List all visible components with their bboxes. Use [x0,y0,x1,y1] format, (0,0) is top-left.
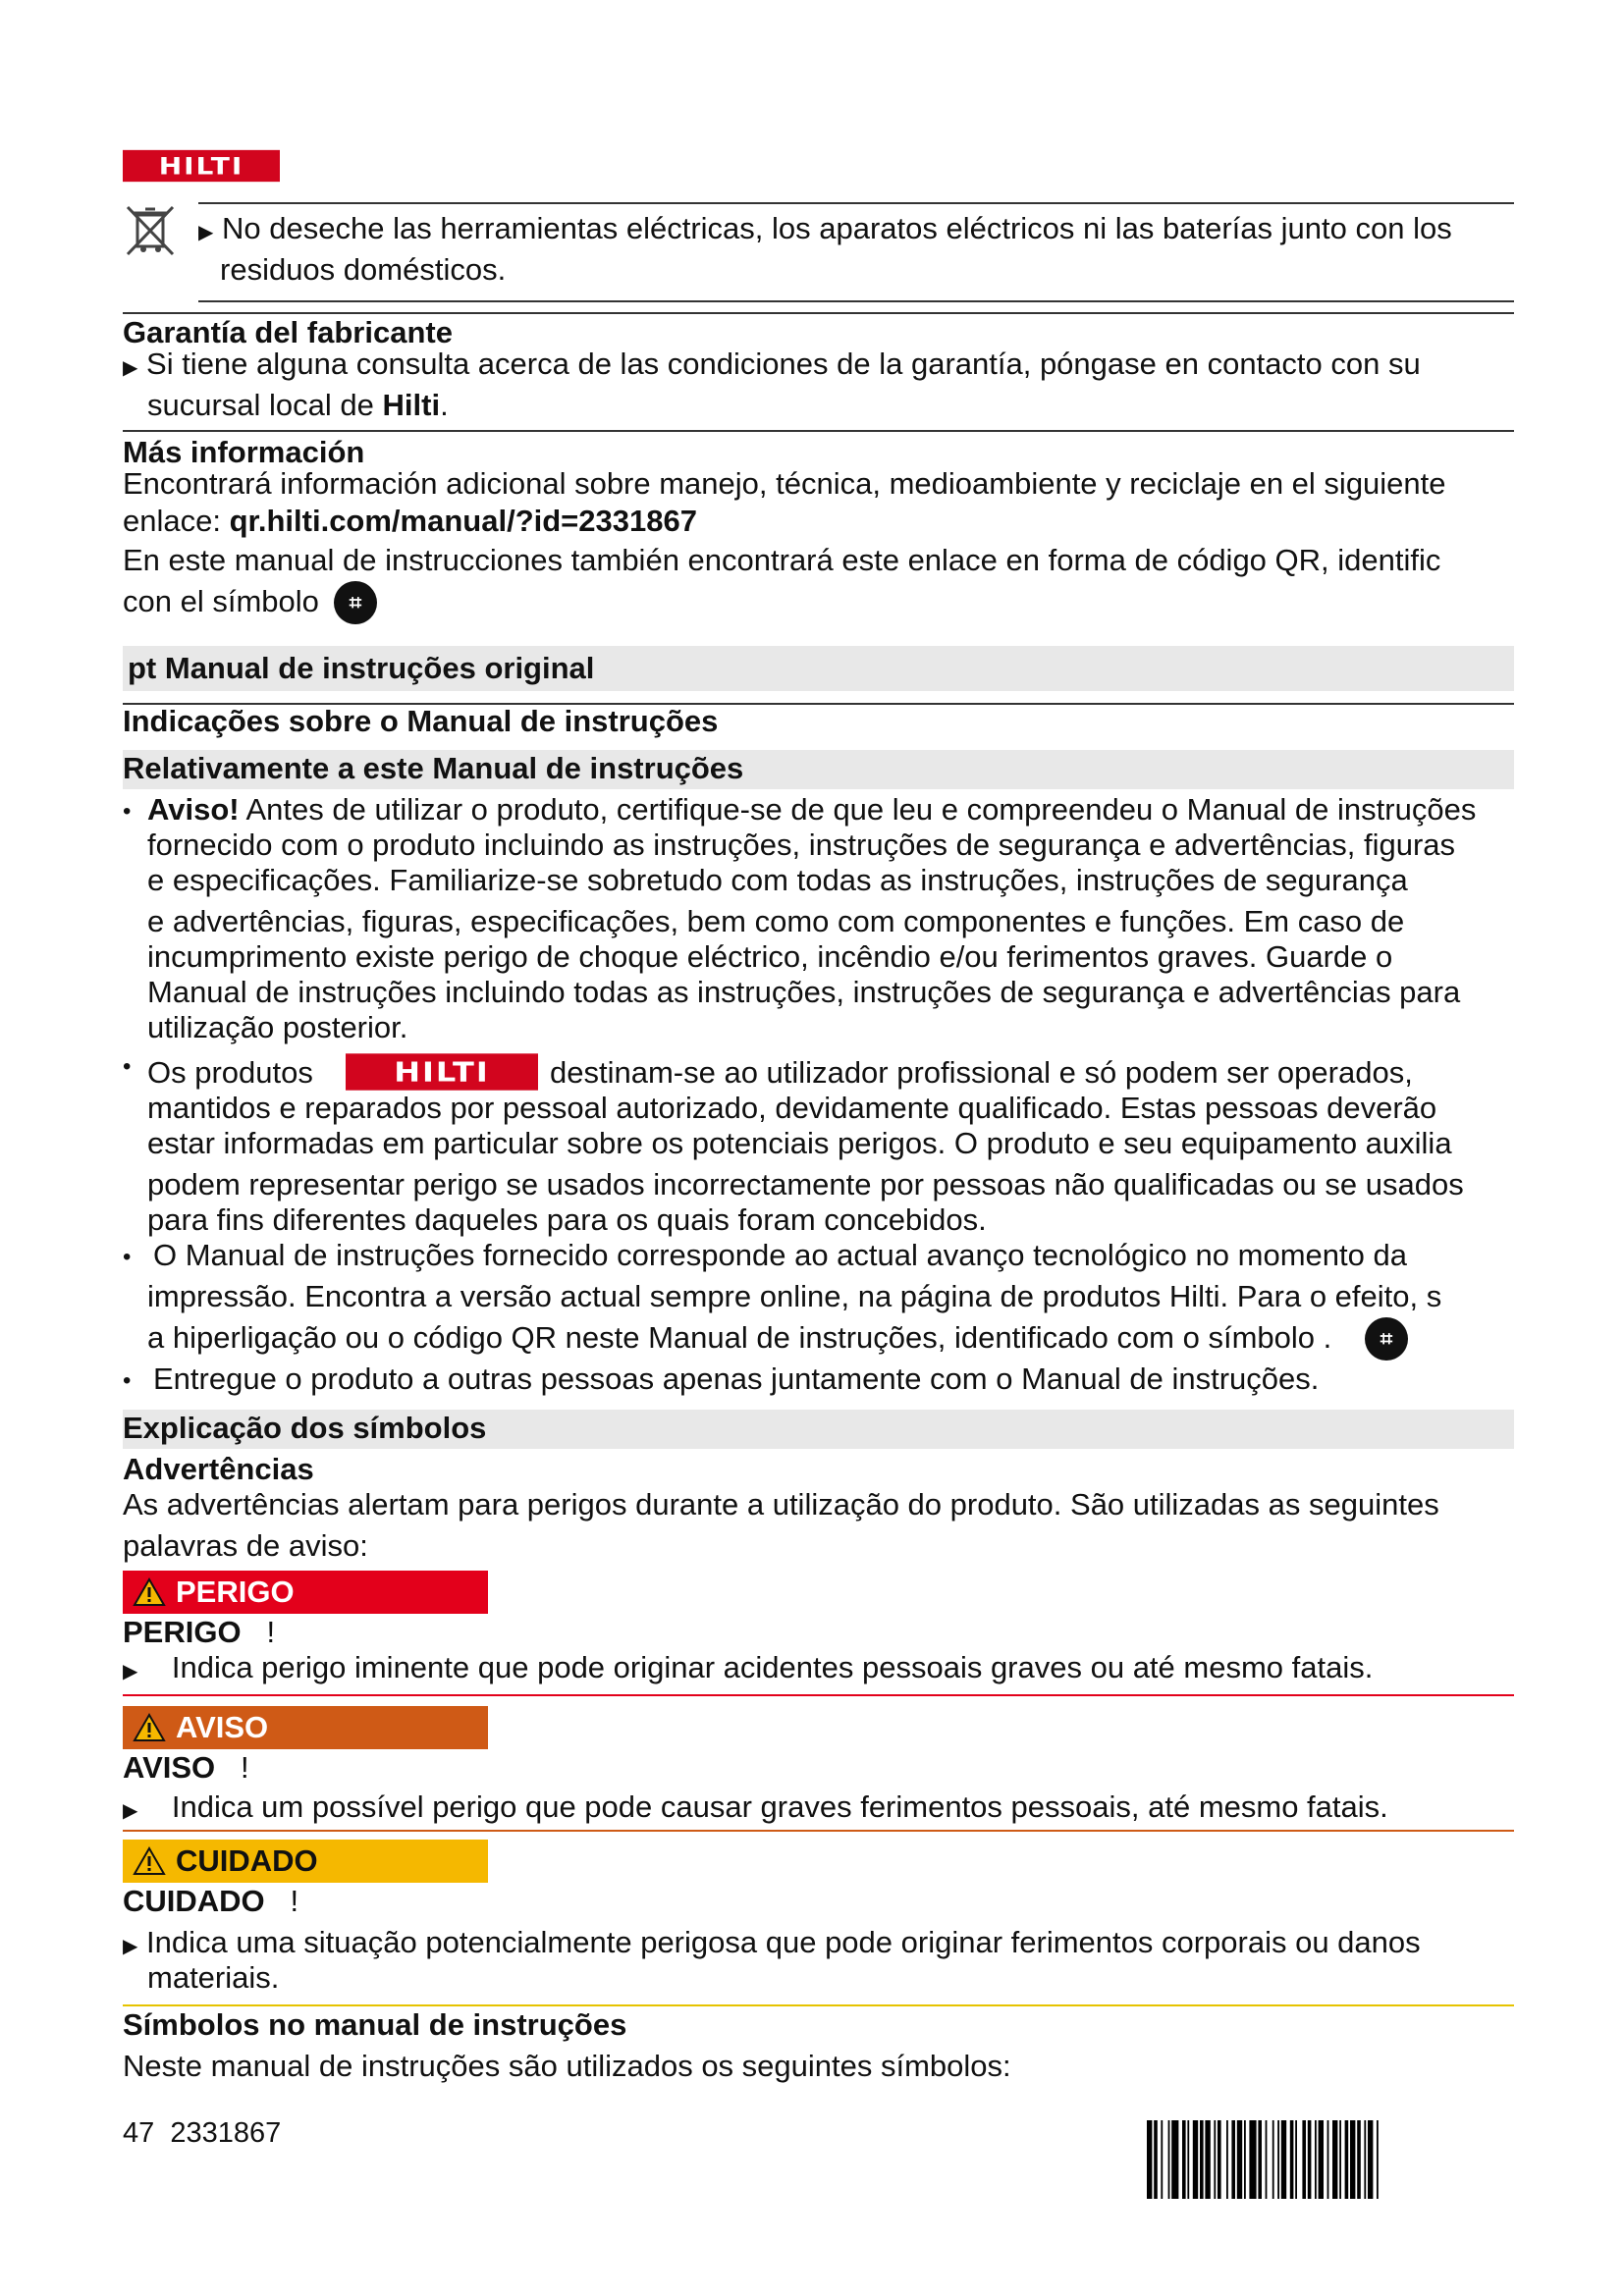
danger-text: ▶ Indica perigo iminente que pode originar acidentes pessoais graves ou até mesmo fatais. [123,1650,1374,1684]
warnings-heading: Advertências [123,1452,314,1486]
arrow-bullet-icon: ▶ [123,1936,138,1957]
bullet3-line-1: O Manual de instruções fornecido corresponde ao actual avanço tecnológico no momento da [153,1238,1407,1272]
caution-title: CUIDADO ! [123,1884,299,1918]
bullet-dot-icon: • [123,1367,132,1394]
arrow-bullet-icon: ▶ [123,1661,138,1682]
bullet1-line-6: Manual de instruções incluindo todas as instruções, instruções de segurança e advertências para [147,975,1461,1009]
danger-bar: PERIGO [123,1571,488,1614]
pt-section-title: pt Manual de instruções original [128,651,595,685]
indications-heading: Indicações sobre o Manual de instruções [123,704,719,738]
bullet1-line-5: incumprimento existe perigo de choque eléctrico, incêndio e/ou ferimentos graves. Guarde o [147,939,1393,974]
bullet1-line-4: e advertências, figuras, especificações, bem como com componentes e funções. Em caso de [147,904,1405,938]
warning-triangle-icon [123,1577,176,1607]
bullet-dot-icon: • [123,1244,132,1270]
barcode-icon [1147,2120,1514,2199]
bullet4-line: Entregue o produto a outras pessoas apenas juntamente com o Manual de instruções. [153,1362,1320,1396]
warranty-line-1: ▶ Si tiene alguna consulta acerca de las condiciones de la garantía, póngase en contacto con su [123,347,1421,381]
manual-link[interactable]: qr.hilti.com/manual/?id=2331867 [229,504,697,538]
page-footer: 47 2331867 [123,2117,282,2149]
bullet2-line-4: podem representar perigo se usados incorrectamente por pessoas não qualificadas ou se usados [147,1167,1464,1201]
bullet-dot-icon: • [123,798,132,825]
more-info-line-1: Encontrará información adicional sobre manejo, técnica, medioambiente y reciclaje en el siguiente [123,466,1446,501]
warning-bar: AVISO [123,1706,488,1749]
caution-text-1: ▶ Indica uma situação potencialmente perigosa que pode originar ferimentos corporais ou danos [123,1925,1421,1959]
bullet2-suffix: destinam-se ao utilizador profissional e só podem ser operados, [550,1055,1413,1090]
caution-bar: CUIDADO [123,1840,488,1883]
more-info-line-3: En este manual de instrucciones también encontrará este enlace en forma de código QR, identific [123,543,1441,577]
warranty-heading: Garantía del fabricante [123,315,453,349]
warning-text: ▶ Indica um possível perigo que pode causar graves ferimentos pessoais, até mesmo fatais. [123,1789,1388,1824]
manual-symbols-intro: Neste manual de instruções são utilizados os seguintes símbolos: [123,2049,1011,2083]
more-info-line-4: con el símbolo [123,584,319,618]
warnings-intro-2: palavras de aviso: [123,1528,368,1563]
relative-heading: Relativamente a este Manual de instruções [123,751,744,785]
arrow-bullet-icon: ▶ [123,1800,138,1822]
bullet1-line-1: Aviso! Antes de utilizar o produto, certifique-se de que leu e compreendeu o Manual de instruções [147,792,1477,827]
symbols-heading: Explicação dos símbolos [123,1411,487,1445]
warning-triangle-icon [123,1713,176,1742]
bullet-dot-icon: • [123,1053,132,1080]
bullet2-line-2: mantidos e reparados por pessoal autorizado, devidamente qualificado. Estas pessoas deverão [147,1091,1437,1125]
disposal-line-1: ▶ No deseche las herramientas eléctricas, los aparatos eléctricos ni las baterías junto con los [198,211,1452,245]
bullet1-line-7: utilização posterior. [147,1010,408,1044]
more-info-link-line: enlace: qr.hilti.com/manual/?id=2331867 [123,504,697,538]
hilti-logo-inline: HILTI [346,1053,538,1090]
bullet2-prefix: Os produtos [147,1055,313,1090]
danger-title: PERIGO ! [123,1615,276,1649]
more-info-heading: Más información [123,435,365,469]
warranty-line-2: sucursal local de Hilti. [147,388,449,422]
disposal-line-2: residuos domésticos. [220,252,507,287]
bullet2-line-3: estar informadas em particular sobre os potenciais perigos. O produto e seu equipamento auxilia [147,1126,1452,1160]
arrow-bullet-icon: ▶ [198,222,214,243]
arrow-bullet-icon: ▶ [123,357,138,379]
manual-symbols-heading: Símbolos no manual de instruções [123,2007,627,2042]
crossed-bin-icon [122,201,179,258]
warning-title: AVISO ! [123,1750,249,1785]
hilti-logo: HILTI [123,150,280,182]
bullet1-line-3: e especificações. Familiarize-se sobretudo com todas as instruções, instruções de segurança [147,863,1408,897]
bullet3-line-3: a hiperligação ou o código QR neste Manual de instruções, identificado com o símbolo . [147,1320,1332,1355]
bullet3-line-2: impressão. Encontra a versão actual sempre online, na página de produtos Hilti. Para o efeito, s [147,1279,1442,1313]
qr-symbol-icon: ⌗ [334,581,377,624]
bullet1-line-2: fornecido com o produto incluindo as instruções, instruções de segurança e advertências, figuras [147,828,1456,862]
bullet2-line-5: para fins diferentes daqueles para os quais foram concebidos. [147,1202,987,1237]
qr-symbol-icon: ⌗ [1365,1317,1408,1361]
warnings-intro-1: As advertências alertam para perigos durante a utilização do produto. São utilizadas as seguintes [123,1487,1439,1522]
caution-text-2: materiais. [147,1960,280,1995]
warning-triangle-icon [123,1846,176,1876]
